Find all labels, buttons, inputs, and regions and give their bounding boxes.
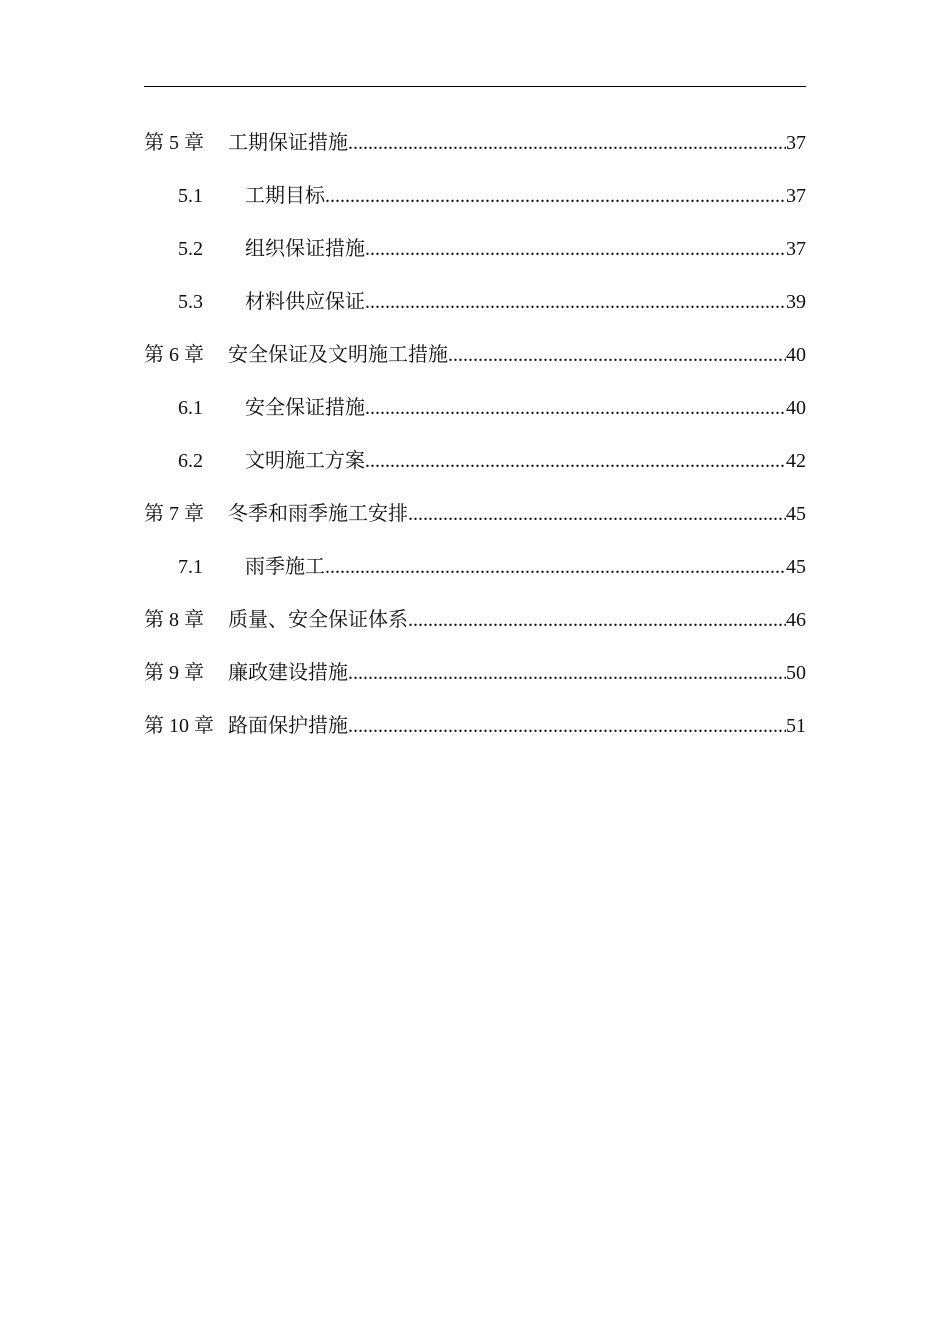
toc-title: 廉政建设措施 — [228, 662, 348, 684]
toc-title: 雨季施工 — [245, 556, 325, 578]
toc-entry[interactable] — [144, 392, 806, 445]
dot-leader — [448, 339, 786, 371]
toc-entry[interactable] — [144, 445, 806, 498]
dot-leader — [365, 233, 786, 265]
toc-title: 组织保证措施 — [245, 238, 365, 260]
toc-title: 材料供应保证 — [245, 291, 365, 313]
toc-title: 工期保证措施 — [228, 132, 348, 154]
toc-entry[interactable] — [144, 657, 806, 710]
toc-number: 5.3 — [178, 291, 203, 313]
toc-page: 50 — [786, 662, 806, 684]
toc-title: 质量、安全保证体系 — [228, 609, 408, 631]
dot-leader — [348, 657, 786, 689]
dot-leader — [325, 180, 786, 212]
toc-title: 安全保证及文明施工措施 — [228, 344, 448, 366]
toc-number: 7.1 — [178, 556, 203, 578]
toc-number: 5.2 — [178, 238, 203, 260]
toc-number: 6.1 — [178, 397, 203, 419]
toc-entry[interactable] — [144, 604, 806, 657]
dot-leader — [365, 286, 786, 318]
toc-page: 42 — [786, 450, 806, 472]
toc-page: 45 — [786, 556, 806, 578]
dot-leader — [348, 710, 786, 742]
toc-number: 第 10 章 — [144, 715, 214, 737]
toc-number: 第 8 章 — [144, 609, 204, 631]
toc-number: 第 5 章 — [144, 132, 204, 154]
toc-entry[interactable] — [144, 339, 806, 392]
toc-page: 46 — [786, 609, 806, 631]
toc-entry[interactable] — [144, 180, 806, 233]
toc-number: 第 6 章 — [144, 344, 204, 366]
toc-entry[interactable] — [144, 551, 806, 604]
dot-leader — [365, 392, 786, 424]
dot-leader — [325, 551, 786, 583]
toc-title: 安全保证措施 — [245, 397, 365, 419]
toc-page: 37 — [786, 185, 806, 207]
toc-page: 40 — [786, 397, 806, 419]
toc-number: 第 7 章 — [144, 503, 204, 525]
toc-number: 6.2 — [178, 450, 203, 472]
dot-leader — [408, 498, 786, 530]
toc-page: 39 — [786, 291, 806, 313]
dot-leader — [365, 445, 786, 477]
toc-entry[interactable] — [144, 127, 806, 180]
toc-page: 37 — [786, 132, 806, 154]
toc-title: 路面保护措施 — [228, 715, 348, 737]
toc-title: 工期目标 — [245, 185, 325, 207]
dot-leader — [408, 604, 786, 636]
toc-page: 45 — [786, 503, 806, 525]
toc-entry[interactable] — [144, 498, 806, 551]
toc-number: 第 9 章 — [144, 662, 204, 684]
toc-page: 51 — [786, 715, 806, 737]
toc-title: 冬季和雨季施工安排 — [228, 503, 408, 525]
toc-entry[interactable] — [144, 233, 806, 286]
toc-entry[interactable] — [144, 286, 806, 339]
toc-page: 37 — [786, 238, 806, 260]
toc-title: 文明施工方案 — [245, 450, 365, 472]
dot-leader — [348, 127, 786, 159]
header-rule — [144, 86, 806, 87]
toc-number: 5.1 — [178, 185, 203, 207]
toc-page: 40 — [786, 344, 806, 366]
toc-entry[interactable] — [144, 710, 806, 763]
table-of-contents — [144, 127, 806, 763]
